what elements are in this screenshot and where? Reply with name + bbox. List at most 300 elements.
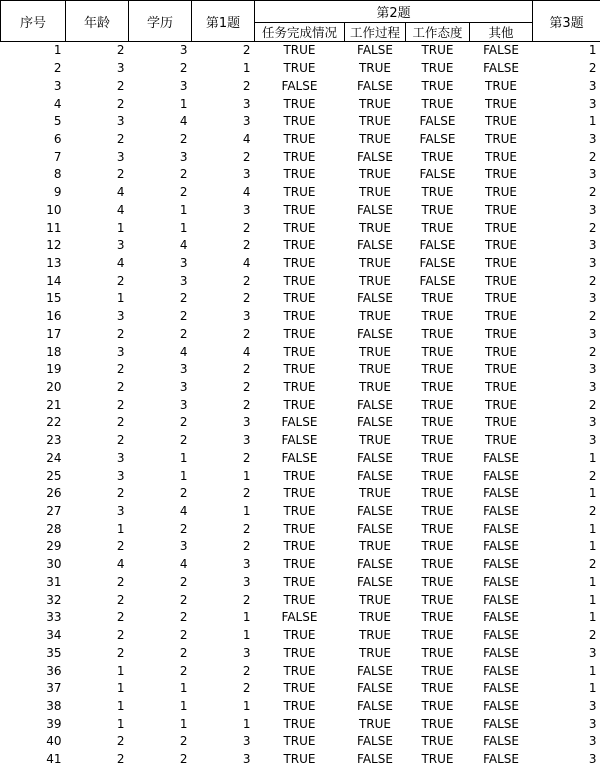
cell-q2-attitude: TRUE [421, 645, 454, 660]
cell-q1: 1 [242, 628, 251, 643]
cell-education: 2 [179, 185, 188, 200]
cell-id: 18 [46, 344, 62, 359]
cell-q2-other: TRUE [484, 397, 518, 412]
cell-id: 39 [46, 716, 62, 731]
cell-q2-attitude: FALSE [419, 255, 456, 270]
cell-q2-task: TRUE [283, 557, 316, 572]
cell-q2-attitude: FALSE [419, 114, 456, 129]
cell-q2-other: FALSE [483, 610, 519, 625]
cell-q2-other: TRUE [484, 291, 518, 306]
cell-id: 29 [46, 539, 62, 554]
cell-education: 3 [179, 380, 188, 395]
cell-age: 2 [116, 131, 125, 146]
cell-q2-process: TRUE [358, 362, 392, 377]
cell-q2-task: TRUE [283, 504, 316, 519]
cell-id: 7 [53, 149, 62, 164]
cell-q2-process: FALSE [357, 149, 393, 164]
table-row [1, 166, 600, 184]
cell-q2-process: FALSE [357, 504, 393, 519]
cell-q2-task: TRUE [283, 468, 316, 483]
header-question-3: 第3题 [533, 1, 600, 42]
cell-id: 16 [46, 309, 62, 324]
cell-id: 13 [46, 255, 62, 270]
cell-q2-process: TRUE [358, 344, 392, 359]
cell-q2-other: TRUE [484, 220, 518, 235]
cell-q2-process: FALSE [357, 202, 393, 217]
header-education: 学历 [129, 1, 192, 42]
cell-education: 4 [179, 557, 188, 572]
cell-q2-task: TRUE [283, 734, 316, 749]
cell-q2-task: FALSE [281, 450, 318, 465]
table-row [1, 538, 600, 556]
cell-q2-other: TRUE [484, 362, 518, 377]
cell-q2-attitude: TRUE [421, 698, 454, 713]
cell-q1: 2 [242, 450, 251, 465]
cell-education: 3 [179, 78, 188, 93]
cell-age: 4 [116, 202, 125, 217]
cell-q2-other: FALSE [483, 521, 519, 536]
cell-education: 2 [179, 663, 188, 678]
cell-q3: 1 [588, 114, 597, 129]
cell-id: 5 [53, 114, 62, 129]
cell-age: 3 [116, 114, 125, 129]
cell-age: 2 [116, 96, 125, 111]
cell-q3: 3 [588, 291, 597, 306]
cell-q2-process: TRUE [358, 486, 392, 501]
cell-q3: 2 [588, 185, 597, 200]
cell-q2-other: TRUE [484, 238, 518, 253]
cell-q2-other: TRUE [484, 273, 518, 288]
cell-age: 1 [116, 663, 125, 678]
header-q2-work-attitude: 工作态度 [406, 23, 470, 42]
cell-q3: 1 [588, 592, 597, 607]
cell-age: 2 [116, 433, 125, 448]
cell-q2-process: FALSE [357, 681, 393, 696]
cell-q2-other: FALSE [483, 734, 519, 749]
cell-q3: 2 [588, 557, 597, 572]
table-row [1, 255, 600, 273]
cell-education: 1 [179, 202, 188, 217]
cell-age: 2 [116, 592, 125, 607]
cell-q2-process: FALSE [357, 574, 393, 589]
cell-id: 35 [46, 645, 62, 660]
table-row [1, 131, 600, 149]
header-question-1: 第1题 [192, 1, 255, 42]
cell-education: 3 [179, 539, 188, 554]
cell-q1: 3 [242, 415, 251, 430]
cell-q2-attitude: TRUE [421, 344, 454, 359]
cell-q2-task: TRUE [283, 645, 316, 660]
cell-id: 31 [46, 574, 62, 589]
table-row [1, 219, 600, 237]
cell-education: 2 [179, 521, 188, 536]
table-header [1, 1, 600, 42]
cell-q2-other: TRUE [484, 149, 518, 164]
cell-education: 2 [179, 645, 188, 660]
cell-education: 2 [179, 167, 188, 182]
cell-q2-task: TRUE [283, 96, 316, 111]
cell-q2-other: TRUE [484, 380, 518, 395]
cell-id: 30 [46, 557, 62, 572]
cell-q1: 1 [242, 468, 251, 483]
cell-age: 2 [116, 326, 125, 341]
cell-q2-process: FALSE [357, 291, 393, 306]
cell-q3: 1 [588, 486, 597, 501]
cell-q2-attitude: TRUE [421, 752, 454, 767]
cell-q2-process: FALSE [357, 752, 393, 767]
cell-q2-task: TRUE [283, 61, 316, 76]
cell-education: 2 [179, 415, 188, 430]
cell-q2-other: TRUE [484, 309, 518, 324]
cell-q2-process: FALSE [357, 521, 393, 536]
cell-q2-other: TRUE [484, 344, 518, 359]
table-row [1, 343, 600, 361]
cell-education: 3 [179, 397, 188, 412]
cell-id: 11 [46, 220, 62, 235]
cell-education: 3 [179, 255, 188, 270]
cell-id: 6 [53, 131, 62, 146]
cell-q2-process: FALSE [357, 78, 393, 93]
table-row [1, 361, 600, 379]
cell-q1: 1 [242, 610, 251, 625]
cell-q2-task: TRUE [283, 574, 316, 589]
cell-q3: 3 [588, 645, 597, 660]
cell-q2-other: TRUE [484, 114, 518, 129]
cell-q1: 2 [242, 539, 251, 554]
cell-q2-task: FALSE [281, 415, 318, 430]
cell-age: 1 [116, 681, 125, 696]
cell-q2-attitude: TRUE [421, 450, 454, 465]
cell-q1: 2 [242, 362, 251, 377]
cell-q2-attitude: FALSE [419, 167, 456, 182]
cell-q2-attitude: TRUE [421, 681, 454, 696]
cell-q2-task: TRUE [283, 131, 316, 146]
cell-q2-process: TRUE [358, 645, 392, 660]
cell-q2-other: TRUE [484, 326, 518, 341]
table-row [1, 715, 600, 733]
cell-q2-attitude: TRUE [421, 362, 454, 377]
header-age: 年龄 [66, 1, 129, 42]
cell-id: 14 [46, 273, 62, 288]
table-row [1, 290, 600, 308]
cell-q3: 3 [588, 255, 597, 270]
cell-education: 4 [179, 238, 188, 253]
cell-q2-other: FALSE [483, 716, 519, 731]
cell-q2-task: TRUE [283, 167, 316, 182]
cell-id: 24 [46, 450, 62, 465]
cell-age: 3 [116, 344, 125, 359]
cell-q2-process: FALSE [357, 698, 393, 713]
cell-id: 8 [53, 167, 62, 182]
cell-education: 2 [179, 752, 188, 767]
cell-id: 38 [46, 698, 62, 713]
table-row [1, 467, 600, 485]
cell-q2-process: TRUE [358, 185, 392, 200]
cell-education: 3 [179, 362, 188, 377]
table-row [1, 414, 600, 432]
cell-q2-process: TRUE [358, 592, 392, 607]
cell-id: 26 [46, 486, 62, 501]
cell-id: 1 [53, 43, 62, 58]
cell-q2-task: TRUE [283, 273, 316, 288]
cell-age: 2 [116, 362, 125, 377]
cell-q2-task: TRUE [283, 309, 316, 324]
table-row [1, 95, 600, 113]
cell-q2-task: TRUE [283, 698, 316, 713]
cell-q2-task: TRUE [283, 114, 316, 129]
table-row [1, 237, 600, 255]
cell-id: 20 [46, 380, 62, 395]
cell-id: 32 [46, 592, 62, 607]
cell-age: 2 [116, 380, 125, 395]
cell-age: 2 [116, 574, 125, 589]
cell-q2-task: TRUE [283, 539, 316, 554]
cell-q2-other: FALSE [483, 663, 519, 678]
cell-q3: 1 [588, 450, 597, 465]
cell-q2-task: TRUE [283, 220, 316, 235]
cell-q2-other: TRUE [484, 167, 518, 182]
cell-q3: 2 [588, 344, 597, 359]
cell-q2-task: TRUE [283, 592, 316, 607]
cell-education: 2 [179, 433, 188, 448]
cell-id: 40 [46, 734, 62, 749]
cell-q2-attitude: TRUE [421, 415, 454, 430]
cell-q2-other: FALSE [483, 43, 519, 58]
cell-q2-attitude: TRUE [421, 628, 454, 643]
cell-q1: 4 [242, 185, 251, 200]
table-row [1, 113, 600, 131]
cell-q3: 3 [588, 362, 597, 377]
cell-q3: 3 [588, 415, 597, 430]
cell-q2-task: FALSE [281, 78, 318, 93]
cell-q2-process: TRUE [358, 610, 392, 625]
cell-q1: 3 [242, 734, 251, 749]
cell-q2-task: TRUE [283, 663, 316, 678]
cell-age: 3 [116, 149, 125, 164]
header-question-2: 第2题 [255, 1, 533, 23]
cell-q1: 3 [242, 645, 251, 660]
cell-q2-process: TRUE [358, 255, 392, 270]
cell-q2-other: FALSE [483, 61, 519, 76]
cell-q2-other: FALSE [483, 681, 519, 696]
cell-q2-process: TRUE [358, 380, 392, 395]
cell-q1: 2 [242, 43, 251, 58]
cell-q1: 3 [242, 574, 251, 589]
cell-q1: 1 [242, 504, 251, 519]
table-row [1, 396, 600, 414]
cell-age: 2 [116, 734, 125, 749]
cell-q2-attitude: TRUE [421, 504, 454, 519]
cell-id: 37 [46, 681, 62, 696]
cell-q2-other: TRUE [484, 255, 518, 270]
cell-q1: 1 [242, 61, 251, 76]
cell-q2-process: FALSE [357, 468, 393, 483]
cell-education: 2 [179, 574, 188, 589]
cell-q2-task: TRUE [283, 238, 316, 253]
cell-age: 1 [116, 291, 125, 306]
cell-q2-task: TRUE [283, 255, 316, 270]
table-row [1, 503, 600, 521]
cell-id: 23 [46, 433, 62, 448]
table-row [1, 520, 600, 538]
cell-q2-other: TRUE [484, 415, 518, 430]
cell-education: 3 [179, 43, 188, 58]
header-q2-task-completion: 任务完成情况 [255, 23, 345, 42]
cell-age: 2 [116, 645, 125, 660]
cell-q3: 2 [588, 309, 597, 324]
cell-q2-attitude: FALSE [419, 131, 456, 146]
cell-q2-attitude: TRUE [421, 557, 454, 572]
cell-age: 2 [116, 78, 125, 93]
cell-age: 3 [116, 238, 125, 253]
cell-education: 3 [179, 273, 188, 288]
table-row [1, 574, 600, 592]
cell-q1: 3 [242, 114, 251, 129]
cell-q2-attitude: FALSE [419, 238, 456, 253]
cell-q2-task: FALSE [281, 610, 318, 625]
cell-education: 1 [179, 96, 188, 111]
table-row [1, 680, 600, 698]
cell-q2-attitude: TRUE [421, 380, 454, 395]
cell-q2-task: TRUE [283, 185, 316, 200]
cell-id: 19 [46, 362, 62, 377]
cell-q2-task: TRUE [283, 291, 316, 306]
cell-age: 2 [116, 397, 125, 412]
cell-education: 2 [179, 628, 188, 643]
cell-q2-other: FALSE [483, 645, 519, 660]
cell-q2-process: TRUE [358, 96, 392, 111]
cell-id: 34 [46, 628, 62, 643]
cell-q2-attitude: TRUE [421, 610, 454, 625]
cell-q2-task: FALSE [281, 433, 318, 448]
table-row [1, 450, 600, 468]
header-id: 序号 [1, 1, 66, 42]
cell-education: 1 [179, 698, 188, 713]
cell-q1: 3 [242, 202, 251, 217]
cell-q2-attitude: TRUE [421, 716, 454, 731]
table-row [1, 733, 600, 751]
cell-q3: 3 [588, 238, 597, 253]
cell-age: 3 [116, 61, 125, 76]
cell-q2-other: FALSE [483, 752, 519, 767]
cell-q2-process: TRUE [358, 273, 392, 288]
cell-q2-attitude: TRUE [421, 663, 454, 678]
cell-id: 28 [46, 521, 62, 536]
cell-q2-task: TRUE [283, 149, 316, 164]
cell-q3: 3 [588, 202, 597, 217]
cell-q2-attitude: TRUE [421, 220, 454, 235]
table-row [1, 485, 600, 503]
cell-q2-task: TRUE [283, 486, 316, 501]
table-row [1, 272, 600, 290]
cell-q1: 4 [242, 131, 251, 146]
cell-q2-attitude: TRUE [421, 521, 454, 536]
cell-q1: 1 [242, 698, 251, 713]
cell-q3: 3 [588, 698, 597, 713]
cell-q1: 2 [242, 78, 251, 93]
cell-q1: 3 [242, 752, 251, 767]
cell-q2-process: TRUE [358, 131, 392, 146]
cell-q2-attitude: TRUE [421, 61, 454, 76]
table-row [1, 201, 600, 219]
cell-id: 2 [53, 61, 62, 76]
cell-q1: 3 [242, 167, 251, 182]
cell-q2-process: FALSE [357, 450, 393, 465]
header-q2-other: 其他 [470, 23, 533, 42]
cell-q3: 3 [588, 96, 597, 111]
cell-id: 3 [53, 78, 62, 93]
cell-id: 10 [46, 202, 62, 217]
table-row [1, 42, 600, 60]
cell-id: 22 [46, 415, 62, 430]
cell-education: 1 [179, 220, 188, 235]
cell-q3: 2 [588, 397, 597, 412]
cell-age: 4 [116, 557, 125, 572]
table-row [1, 698, 600, 716]
cell-q3: 3 [588, 433, 597, 448]
cell-q3: 2 [588, 273, 597, 288]
cell-q2-process: FALSE [357, 734, 393, 749]
cell-q3: 2 [588, 61, 597, 76]
cell-id: 15 [46, 291, 62, 306]
cell-q2-process: TRUE [358, 167, 392, 182]
cell-age: 4 [116, 185, 125, 200]
cell-education: 1 [179, 468, 188, 483]
cell-q1: 2 [242, 592, 251, 607]
cell-age: 1 [116, 716, 125, 731]
cell-q3: 1 [588, 43, 597, 58]
cell-q2-attitude: TRUE [421, 433, 454, 448]
cell-q2-other: FALSE [483, 698, 519, 713]
cell-id: 33 [46, 610, 62, 625]
table-row [1, 379, 600, 397]
table-row [1, 60, 600, 78]
cell-q2-task: TRUE [283, 628, 316, 643]
cell-q2-attitude: TRUE [421, 539, 454, 554]
cell-q2-attitude: TRUE [421, 185, 454, 200]
cell-q2-task: TRUE [283, 202, 316, 217]
cell-age: 3 [116, 468, 125, 483]
cell-age: 4 [116, 255, 125, 270]
cell-q2-other: TRUE [484, 202, 518, 217]
cell-q2-attitude: TRUE [421, 202, 454, 217]
cell-q3: 1 [588, 539, 597, 554]
cell-id: 17 [46, 326, 62, 341]
cell-q3: 2 [588, 628, 597, 643]
cell-q1: 2 [242, 291, 251, 306]
cell-q3: 1 [588, 610, 597, 625]
cell-q2-attitude: TRUE [421, 397, 454, 412]
cell-education: 4 [179, 344, 188, 359]
cell-q2-process: FALSE [357, 557, 393, 572]
cell-q2-task: TRUE [283, 397, 316, 412]
cell-q2-other: FALSE [483, 486, 519, 501]
cell-q3: 3 [588, 752, 597, 767]
cell-q2-attitude: TRUE [421, 96, 454, 111]
cell-id: 4 [53, 96, 62, 111]
cell-education: 2 [179, 734, 188, 749]
cell-education: 3 [179, 149, 188, 164]
cell-q1: 2 [242, 663, 251, 678]
table-body [1, 42, 600, 769]
cell-q2-other: FALSE [483, 539, 519, 554]
cell-q2-task: TRUE [283, 716, 316, 731]
cell-q2-process: TRUE [358, 539, 392, 554]
cell-age: 1 [116, 521, 125, 536]
cell-q2-other: TRUE [484, 185, 518, 200]
cell-q3: 1 [588, 521, 597, 536]
cell-q1: 2 [242, 238, 251, 253]
